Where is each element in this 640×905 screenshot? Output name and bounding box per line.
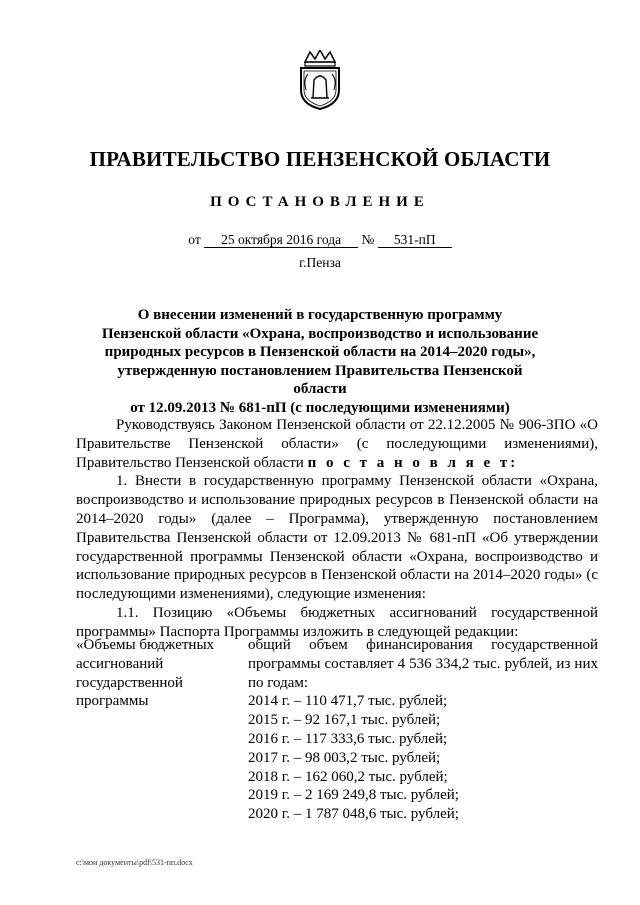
budget-year: 2014 г. – 110 471,7 тыс. рублей; bbox=[248, 693, 448, 710]
budget-year: 2017 г. – 98 003,2 тыс. рублей; bbox=[248, 749, 441, 766]
label-line: программы bbox=[76, 693, 149, 710]
decree-number: 531-пП bbox=[378, 233, 452, 248]
file-path-footer: c:\мои документы\pdf\531-пп.docx bbox=[76, 858, 193, 867]
label-line: ассигнований bbox=[76, 655, 164, 672]
title-line: природных ресурсов в Пензенской области на 2014–2020 годы», bbox=[104, 344, 536, 360]
paragraph-item-1-1: 1.1. Позицию «Объемы бюджетных ассигнований государственной программы» Паспорта Программы изложить в следующей редакции: bbox=[76, 604, 598, 640]
date-line bbox=[0, 232, 640, 248]
title-line: утвержденную постановлением Правительства Пензенской области bbox=[117, 362, 523, 397]
label-line: государственной bbox=[76, 674, 183, 691]
coat-of-arms-icon bbox=[297, 50, 343, 110]
title-line: О внесении изменений в государственную программу bbox=[137, 307, 503, 323]
city: г.Пенза bbox=[299, 255, 341, 270]
budget-year: 2015 г. – 92 167,1 тыс. рублей; bbox=[248, 712, 441, 729]
budget-total: общий объем финансирования государственной программы составляет 4 536 334,2 тыс. рублей, из них по годам: bbox=[248, 637, 598, 691]
document-type: ПОСТАНОВЛЕНИЕ bbox=[210, 194, 430, 210]
title-line: Пензенской области «Охрана, воспроизводство и использование bbox=[101, 325, 539, 342]
decree-date: 25 октября 2016 года bbox=[204, 233, 358, 248]
title-line: от 12.09.2013 № 681-пП (с последующими изменениями) bbox=[130, 399, 510, 416]
paragraph-basis bbox=[76, 416, 598, 472]
number-prefix: № bbox=[361, 232, 375, 247]
government-name: ПРАВИТЕЛЬСТВО ПЕНЗЕНСКОЙ ОБЛАСТИ bbox=[89, 147, 551, 171]
budget-year: 2019 г. – 2 169 249,8 тыс. рублей; bbox=[248, 787, 459, 804]
label-line: «Объемы бюджетных bbox=[76, 637, 215, 653]
budget-table-label bbox=[76, 636, 236, 711]
budget-year: 2018 г. – 162 060,2 тыс. рублей; bbox=[248, 768, 448, 785]
budget-year: 2020 г. – 1 787 048,6 тыс. рублей; bbox=[248, 806, 459, 823]
decides-word: п о с т а н о в л я е т: bbox=[307, 454, 519, 471]
paragraph-basis-text: Руководствуясь Законом Пензенской области от 22.12.2005 № 906-ЗПО «О Правительстве Пензенской области» (с последующими изменениями), Правительство Пензенской области bbox=[76, 417, 598, 471]
date-prefix: от bbox=[188, 232, 201, 247]
budget-year: 2016 г. – 117 333,6 тыс. рублей; bbox=[248, 730, 448, 747]
paragraph-item-1: 1. Внести в государственную программу Пензенской области «Охрана, воспроизводство и использование природных ресурсов в Пензенской области на 2014–2020 годы» (далее – Программа), утвержденную постановлением Правительства Пензенской области от 12.09.2013 № 681-пП «Об утверждении государственной программы Пензенской области «Охрана, воспроизводство и использование природных ресурсов в Пензенской области на 2014–2020 годы» (с последующими изменениями), следующие изменения: bbox=[76, 473, 598, 603]
decree-title bbox=[90, 306, 550, 417]
budget-table-values bbox=[248, 636, 598, 824]
decree-body bbox=[76, 416, 598, 642]
